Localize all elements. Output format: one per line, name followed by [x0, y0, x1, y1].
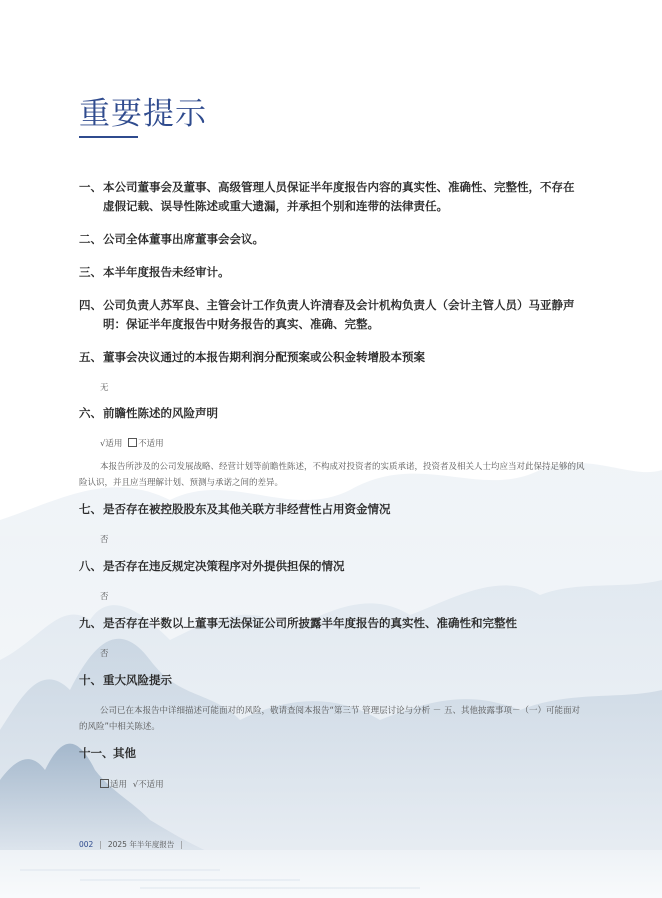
section-number: 一、 — [79, 180, 102, 194]
section-number: 八、 — [79, 559, 102, 573]
page-footer — [79, 839, 189, 850]
section-text: 公司负责人苏军良、主管会计工作负责人许清春及会计机构负责人（会计主管人员）马亚静声明：保证半年度报告中财务报告的真实、准确、完整。 — [103, 298, 575, 331]
section-text: 前瞻性陈述的风险声明 — [103, 406, 218, 420]
checkbox-empty-icon — [128, 438, 137, 447]
section-5 — [79, 348, 585, 367]
section-text: 董事会决议通过的本报告期利润分配预案或公积金转增股本预案 — [103, 350, 425, 364]
section-11 — [79, 744, 585, 763]
footer-separator: | — [180, 840, 183, 849]
section-text: 公司全体董事出席董事会会议。 — [103, 232, 264, 246]
section-number: 四、 — [79, 298, 102, 312]
section-number: 五、 — [79, 350, 102, 364]
section-9-answer: 否 — [100, 649, 109, 659]
not-applicable-checked: √不适用 — [132, 780, 164, 790]
section-number: 十一、 — [79, 746, 114, 760]
section-number: 九、 — [79, 616, 102, 630]
page-number: 002 — [79, 840, 94, 849]
section-2 — [79, 230, 585, 249]
checkbox-empty-icon — [100, 779, 109, 788]
section-11-checkboxes — [100, 779, 164, 791]
section-text: 重大风险提示 — [103, 673, 172, 687]
title-underline — [79, 136, 138, 138]
section-text: 其他 — [113, 746, 136, 760]
section-6-checkboxes — [100, 438, 164, 450]
page-title: 重要提示 — [79, 96, 207, 132]
section-number: 二、 — [79, 232, 102, 246]
section-number: 六、 — [79, 406, 102, 420]
footer-separator: | — [99, 840, 102, 849]
section-number: 七、 — [79, 502, 102, 516]
section-3 — [79, 263, 585, 282]
section-1 — [79, 178, 585, 216]
not-applicable-label: 不适用 — [138, 439, 164, 449]
section-10 — [79, 671, 585, 690]
report-name: 2025 年半年度报告 — [107, 840, 175, 849]
section-text: 是否存在被控股股东及其他关联方非经营性占用资金情况 — [103, 502, 391, 516]
section-5-answer: 无 — [100, 383, 109, 393]
applicable-label: 适用 — [110, 780, 128, 790]
section-8 — [79, 557, 585, 576]
section-10-paragraph: 公司已在本报告中详细描述可能面对的风险，敬请查阅本报告“第三节 管理层讨论与分析 － 五、其他披露事项－（一）可能面对的风险”中相关陈述。 — [79, 706, 581, 732]
section-number: 三、 — [79, 265, 102, 279]
section-6-paragraph: 本报告所涉及的公司发展战略、经营计划等前瞻性陈述，不构成对投资者的实质承诺，投资者及相关人士均应当对此保持足够的风险认识，并且应当理解计划、预测与承诺之间的差异。 — [79, 462, 585, 488]
section-text: 是否存在半数以上董事无法保证公司所披露半年度报告的真实性、准确性和完整性 — [103, 616, 517, 630]
section-text: 本半年度报告未经审计。 — [103, 265, 230, 279]
section-text: 是否存在违反规定决策程序对外提供担保的情况 — [103, 559, 345, 573]
section-9 — [79, 614, 585, 633]
section-4 — [79, 296, 585, 334]
section-7-answer: 否 — [100, 535, 109, 545]
applicable-checked: √适用 — [100, 439, 123, 449]
section-7 — [79, 500, 585, 519]
section-number: 十、 — [79, 673, 102, 687]
section-6 — [79, 404, 585, 423]
section-text: 本公司董事会及董事、高级管理人员保证半年度报告内容的真实性、准确性、完整性，不存在虚假记载、误导性陈述或重大遗漏，并承担个别和连带的法律责任。 — [103, 180, 575, 213]
section-8-answer: 否 — [100, 592, 109, 602]
